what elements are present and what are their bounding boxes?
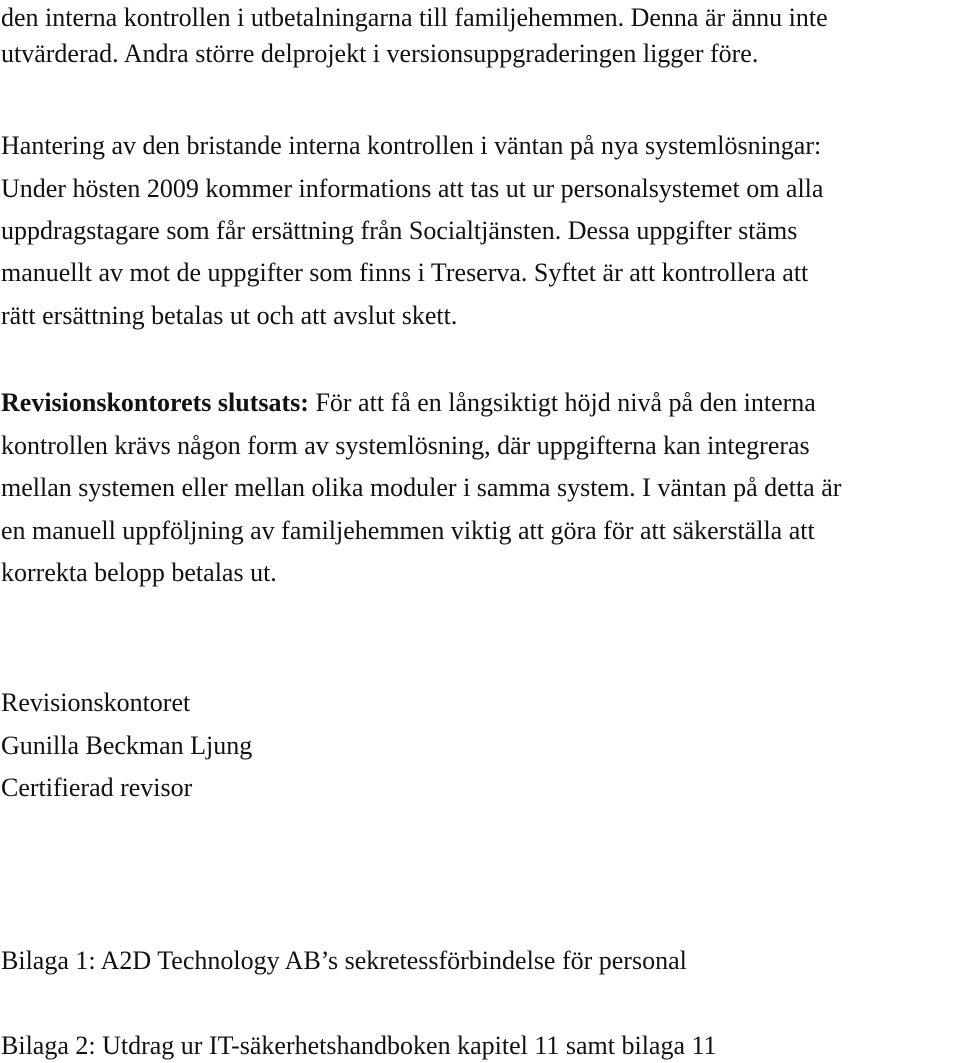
conclusion-text: För att få en långsiktigt höjd nivå på den interna	[308, 388, 816, 417]
signature-title: Certifierad revisor	[1, 773, 193, 802]
conclusion-line: en manuell uppföljning av familjehemmen viktig att göra för att säkerställa att	[1, 516, 815, 545]
conclusion-line: kontrollen krävs någon form av systemlösning, där uppgifterna kan integreras	[1, 431, 810, 460]
handling-line: Hantering av den bristande interna kontrollen i väntan på nya systemlösningar:	[1, 131, 822, 160]
conclusion-heading: Revisionskontorets slutsats:	[1, 388, 309, 417]
handling-line: manuellt av mot de uppgifter som finns i Treserva. Syftet är att kontrollera att	[1, 258, 809, 287]
signature-name: Gunilla Beckman Ljung	[1, 731, 253, 760]
conclusion-line: mellan systemen eller mellan olika moduler i samma system. I väntan på detta är	[1, 473, 842, 502]
intro-line: utvärderad. Andra större delprojekt i versionsuppgraderingen ligger före.	[1, 39, 759, 68]
conclusion-line: korrekta belopp betalas ut.	[1, 558, 277, 587]
attachment-1: Bilaga 1: A2D Technology AB’s sekretessförbindelse för personal	[1, 946, 687, 975]
signature-office: Revisionskontoret	[1, 688, 191, 717]
handling-line: rätt ersättning betalas ut och att avslut skett.	[1, 301, 458, 330]
intro-line: den interna kontrollen i utbetalningarna till familjehemmen. Denna är ännu inte	[1, 3, 828, 32]
handling-line: Under hösten 2009 kommer informations att tas ut ur personalsystemet om alla	[1, 174, 824, 203]
handling-line: uppdragstagare som får ersättning från Socialtjänsten. Dessa uppgifter stäms	[1, 216, 798, 245]
attachment-2: Bilaga 2: Utdrag ur IT-säkerhetshandboken kapitel 11 samt bilaga 11	[1, 1031, 717, 1060]
conclusion-first-line	[1, 388, 816, 418]
